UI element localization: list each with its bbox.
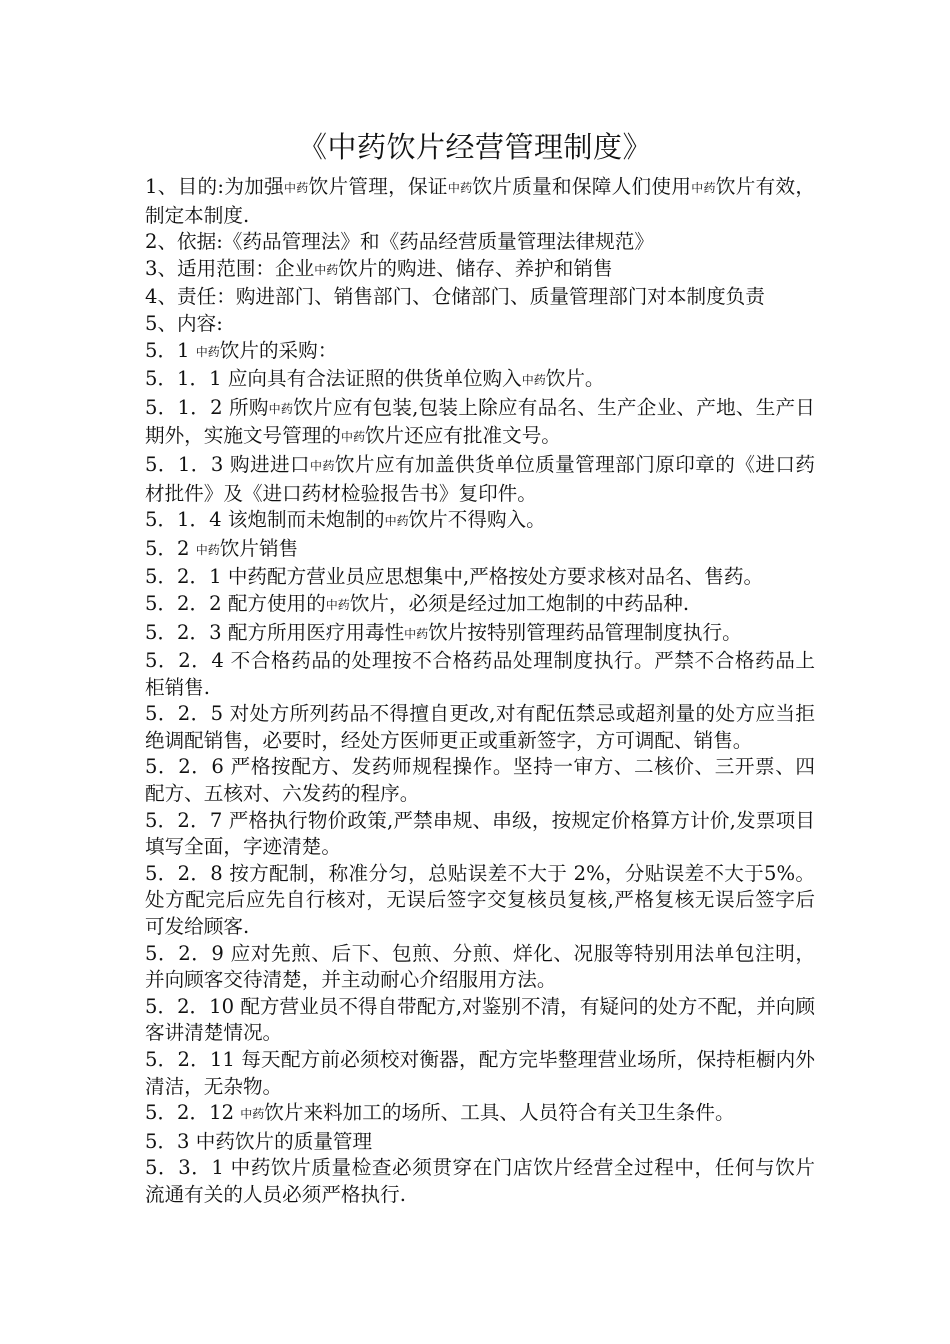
paragraph xyxy=(145,1129,815,1156)
inline-small-text: 中药 xyxy=(691,181,716,195)
paragraph-text: 3、适用范围：企业 xyxy=(145,256,315,280)
paragraph xyxy=(145,994,815,1047)
document-body xyxy=(145,174,815,1209)
paragraph xyxy=(145,174,815,229)
paragraph-text: 5．2 xyxy=(145,536,196,560)
paragraph-text: 5．2．9 应对先煎、后下、包煎、分煎、烊化、况服等特别用法单包注明，并向顾客交待清楚，并主动耐心介绍服用方法。 xyxy=(145,941,815,992)
paragraph-text: 5．2．3 配方所用医疗用毒性 xyxy=(145,620,405,644)
paragraph-text: 5．2．11 每天配方前必须校对衡器，配方完毕整理营业场所，保持柜橱内外清洁，无杂物。 xyxy=(145,1048,815,1098)
document-title: 《中药饮片经营管理制度》 xyxy=(297,130,652,164)
paragraph xyxy=(145,591,815,620)
paragraph xyxy=(145,311,815,338)
paragraph-text: 5．1．1 应向具有合法证照的供货单位购入 xyxy=(145,367,522,391)
paragraph-text: 饮片质量和保障人们使用 xyxy=(472,175,692,198)
paragraph xyxy=(145,395,815,452)
paragraph xyxy=(145,536,815,565)
inline-small-text: 中药 xyxy=(195,542,220,557)
inline-small-text: 中药 xyxy=(284,181,309,195)
paragraph xyxy=(145,754,815,807)
paragraph-text: 饮片管理，保证 xyxy=(308,175,448,198)
inline-small-text: 中药 xyxy=(340,430,365,445)
paragraph-text: 5．1．2 所购 xyxy=(145,395,269,419)
paragraph-text: 5．2．10 配方营业员不得自带配方,对鉴别不清，有疑问的处方不配，并向顾客讲清楚情况。 xyxy=(145,994,815,1045)
paragraph-text: 5．1．3 购进进口 xyxy=(145,452,311,476)
paragraph-text: 饮片来料加工的场所、工具、人员符合有关卫生条件。 xyxy=(264,1101,735,1125)
inline-small-text: 中药 xyxy=(314,262,339,277)
paragraph-text: 饮片的采购： xyxy=(219,338,338,362)
paragraph xyxy=(145,808,815,861)
paragraph-text: 5．2．2 配方使用的 xyxy=(145,591,326,615)
paragraph-text: 5．1．4 该炮制而未炮制的 xyxy=(145,508,385,532)
paragraph xyxy=(145,648,815,701)
paragraph xyxy=(145,338,815,367)
inline-small-text: 中药 xyxy=(384,514,409,529)
paragraph xyxy=(145,861,815,941)
paragraph-text: 5、内容: xyxy=(145,311,223,335)
paragraph-text: 5．1 xyxy=(145,338,196,362)
paragraph xyxy=(145,256,815,285)
paragraph-text: 5．2．12 xyxy=(145,1101,241,1125)
paragraph xyxy=(145,366,815,395)
paragraph-text: 饮片还应有批准文号。 xyxy=(364,424,561,448)
paragraph-text: 饮片不得购入。 xyxy=(408,508,546,532)
paragraph xyxy=(145,452,815,507)
paragraph xyxy=(145,507,815,536)
paragraph-text: 5．2．5 对处方所列药品不得擅自更改,对有配伍禁忌或超剂量的处方应当拒绝调配销售，必要时，经处方医师更正或重新签字，方可调配、销售。 xyxy=(145,702,815,752)
paragraph-text: 5．3．1 中药饮片质量检查必须贯穿在门店饮片经营全过程中，任何与饮片流通有关的人员必须严格执行. xyxy=(145,1156,815,1206)
paragraph xyxy=(145,229,815,256)
paragraph-text: 5．2．8 按方配制，称准分匀，总贴误差不大于 2%，分贴误差不大于5%。处方配完后应先自行核对，无误后签字交复核员复核,严格复核无误后签字后可发给顾客. xyxy=(145,861,815,939)
inline-small-text: 中药 xyxy=(240,1107,265,1122)
inline-small-text: 中药 xyxy=(268,401,294,416)
paragraph-text: 饮片的购进、储存、养护和销售 xyxy=(338,256,613,280)
paragraph-text: 饮片，必须是经过加工炮制的中药品种. xyxy=(349,591,690,615)
paragraph xyxy=(145,564,815,591)
paragraph xyxy=(145,1100,815,1129)
paragraph xyxy=(145,1047,815,1100)
paragraph-text: 2、依据:《药品管理法》和《药品经营质量管理法律规范》 xyxy=(145,230,654,254)
inline-small-text: 中药 xyxy=(310,458,335,473)
paragraph-text: 饮片按特别管理药品管理制度执行。 xyxy=(428,620,742,644)
inline-small-text: 中药 xyxy=(325,597,350,612)
paragraph-text: 饮片应有加盖供货单位质量管理部门原印章的《进口药材批件》及《进口药材检验报告书》复印件。 xyxy=(145,452,815,505)
paragraph-text: 5．3 中药饮片的质量管理 xyxy=(145,1129,373,1153)
paragraph-text: 饮片应有包装,包装上除应有品名、生产企业、产地、生产日期外，实施文号管理的 xyxy=(145,395,815,448)
paragraph-text: 4、责任：购进部门、销售部门、仓储部门、质量管理部门对本制度负责 xyxy=(145,285,765,309)
inline-small-text: 中药 xyxy=(195,344,220,359)
paragraph-text: 5．2．1 中药配方营业员应思想集中,严格按处方要求核对品名、售药。 xyxy=(145,565,764,589)
paragraph-text: 1、目的:为加强 xyxy=(145,175,284,198)
paragraph-text: 饮片销售 xyxy=(219,536,299,560)
inline-small-text: 中药 xyxy=(447,181,473,195)
paragraph xyxy=(145,1155,815,1208)
paragraph xyxy=(145,284,815,311)
paragraph xyxy=(145,701,815,754)
paragraph-text: 5．2．4 不合格药品的处理按不合格药品处理制度执行。严禁不合格药品上柜销售. xyxy=(145,649,815,699)
paragraph-text: 饮片。 xyxy=(545,367,605,391)
paragraph-text: 5．2．7 严格执行物价政策,严禁串规、串级，按规定价格算方计价,发票项目填写全面，字迹清楚。 xyxy=(145,808,815,859)
inline-small-text: 中药 xyxy=(404,626,429,641)
inline-small-text: 中药 xyxy=(521,373,546,388)
paragraph-text: 饮片有效，制定本制度. xyxy=(145,175,815,227)
paragraph xyxy=(145,941,815,994)
paragraph-text: 5．2．6 严格按配方、发药师规程操作。坚持一审方、二核价、三开票、四配方、五核对、六发药的程序。 xyxy=(145,755,815,806)
paragraph xyxy=(145,620,815,649)
